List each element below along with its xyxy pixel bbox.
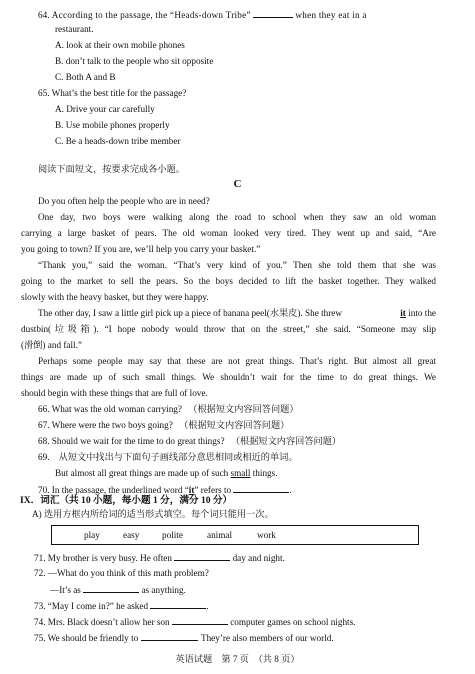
option-b: B. Use mobile phones properly xyxy=(55,120,170,130)
word-box xyxy=(51,525,419,545)
question-73 xyxy=(34,599,209,612)
question-text: 71. My brother is very busy. He often xyxy=(34,553,172,563)
answer-blank[interactable] xyxy=(233,483,292,495)
passage-line: things are made up of such small things. We shouldn’t wait for the time to do great things. We xyxy=(21,372,436,382)
question-65 xyxy=(38,87,186,99)
question-text: —It’s as xyxy=(50,585,81,595)
passage-line: going to the market to sell the pears. So the boys decided to lift the basket together. They walked xyxy=(21,276,436,286)
underlined-word: it xyxy=(188,485,195,495)
question-68 xyxy=(38,435,341,447)
answer-blank[interactable] xyxy=(172,615,228,625)
question-text: as anything. xyxy=(141,585,186,595)
question-text: 75. We should be friendly to xyxy=(34,633,139,643)
question-64 xyxy=(38,8,436,21)
page-footer: 英语试题 第 7 页 （共 8 页） xyxy=(175,654,300,664)
answer-blank[interactable] xyxy=(141,631,197,641)
word-box-item: play xyxy=(84,530,100,540)
answer-blank[interactable] xyxy=(150,599,209,611)
passage-line: Do you often help the people who are in need? xyxy=(38,196,210,206)
underlined-word: it xyxy=(400,308,406,318)
question-text: restaurant. xyxy=(55,24,94,34)
word-box-item: work xyxy=(257,530,276,540)
question-note: （根据短文内容回答问题） xyxy=(230,436,342,446)
question-text: 73. “May I come in?” he asked xyxy=(34,601,149,611)
question-text: computer games on school nights. xyxy=(230,617,356,627)
question-72: 72. —What do you think of this math problem? xyxy=(34,568,209,578)
question-66 xyxy=(38,403,299,415)
answer-blank[interactable] xyxy=(253,8,293,18)
passage-line: Perhaps some people may say that these are not great things. That’s right. But almost all great xyxy=(38,356,436,366)
question-67 xyxy=(38,419,289,431)
answer-blank[interactable] xyxy=(174,551,230,561)
sentence-text: But almost all great things are made up of such xyxy=(55,468,231,478)
question-note: （根据短文内容回答问题） xyxy=(188,404,299,414)
word-box-item: easy xyxy=(123,530,140,540)
question-number: 64. xyxy=(38,10,50,20)
option-c: C. Both A and B xyxy=(55,72,116,82)
question-text: What’s the best title for the passage? xyxy=(51,88,187,98)
word-box-item: polite xyxy=(162,530,183,540)
passage-line: “Thank you,” said the woman. “That’s very kind of you.” Then she told them that she was xyxy=(38,260,436,270)
passage-line: carrying a large basket of pears. The old woman looked very tired. They went up and said, “Are xyxy=(21,228,436,238)
option-c: C. Be a heads-down tribe member xyxy=(55,136,181,146)
passage-line: slowly with the heavy basket, but they were happy. xyxy=(21,292,209,302)
question-text: 67. Where were the two boys going? xyxy=(38,420,173,430)
part-instruction: A) 选用方框内所给词的适当形式填空。每个词只能用一次。 xyxy=(32,509,274,519)
passage-line: dustbin(垃圾箱). “I hope nobody would throw that on the street,” she said. “Someone may slip xyxy=(21,324,436,334)
option-b: B. don’t talk to the people who sit opposite xyxy=(55,56,214,66)
underlined-word: small xyxy=(230,468,251,478)
option-a: A. Drive your car carefully xyxy=(55,104,155,114)
question-number: 65. xyxy=(38,88,50,98)
question-text: 66. What was the old woman carrying? xyxy=(38,404,182,414)
passage-text: into the xyxy=(408,308,436,318)
question-text: . xyxy=(289,485,292,495)
passage-line: should begin with these things that are full of love. xyxy=(21,388,208,398)
question-69: 69. 从短文中找出与下面句子画线部分意思相同或相近的单词。 xyxy=(38,452,298,462)
word-box-item: animal xyxy=(207,530,233,540)
question-text: . xyxy=(206,601,209,611)
question-text: ” refers to xyxy=(194,485,232,495)
passage-line xyxy=(38,307,436,319)
question-71 xyxy=(34,551,285,564)
passage-line: One day, two boys were walking along the road to school when they saw an old woman xyxy=(38,212,436,222)
passage-text: The other day, I saw a little girl pick up a piece of banana peel(水果皮). She threw xyxy=(38,308,343,318)
section-heading: IX．词汇（共 10 小题，每小题 1 分，满分 10 分） xyxy=(20,495,233,506)
passage-line: you going to town? If you are, we’ll help you carry your basket.” xyxy=(21,244,261,254)
passage-title: C xyxy=(233,178,242,190)
answer-blank[interactable] xyxy=(83,583,139,593)
question-74 xyxy=(34,615,355,628)
question-text: day and night. xyxy=(232,553,285,563)
option-a: A. look at their own mobile phones xyxy=(55,40,185,50)
passage-line: (滑倒) and fall.” xyxy=(21,340,82,350)
question-text: 70. In the passage, the underlined word “ xyxy=(38,485,189,495)
question-72-answer xyxy=(50,583,186,596)
question-text: According to the passage, the “Heads-down Tribe” xyxy=(51,10,251,20)
sentence-text: things. xyxy=(250,468,278,478)
reading-instruction: 阅读下面短文，按要求完成各小题。 xyxy=(38,164,185,174)
question-75 xyxy=(34,631,334,644)
question-text: 68. Should we wait for the time to do great things? xyxy=(38,436,225,446)
question-note: （根据短文内容回答问题） xyxy=(179,420,290,430)
question-69-sentence xyxy=(55,467,278,479)
question-text: 74. Mrs. Black doesn’t allow her son xyxy=(34,617,170,627)
question-text: when they eat in a xyxy=(295,10,367,20)
question-text: . They’re also members of our world. xyxy=(196,633,334,643)
